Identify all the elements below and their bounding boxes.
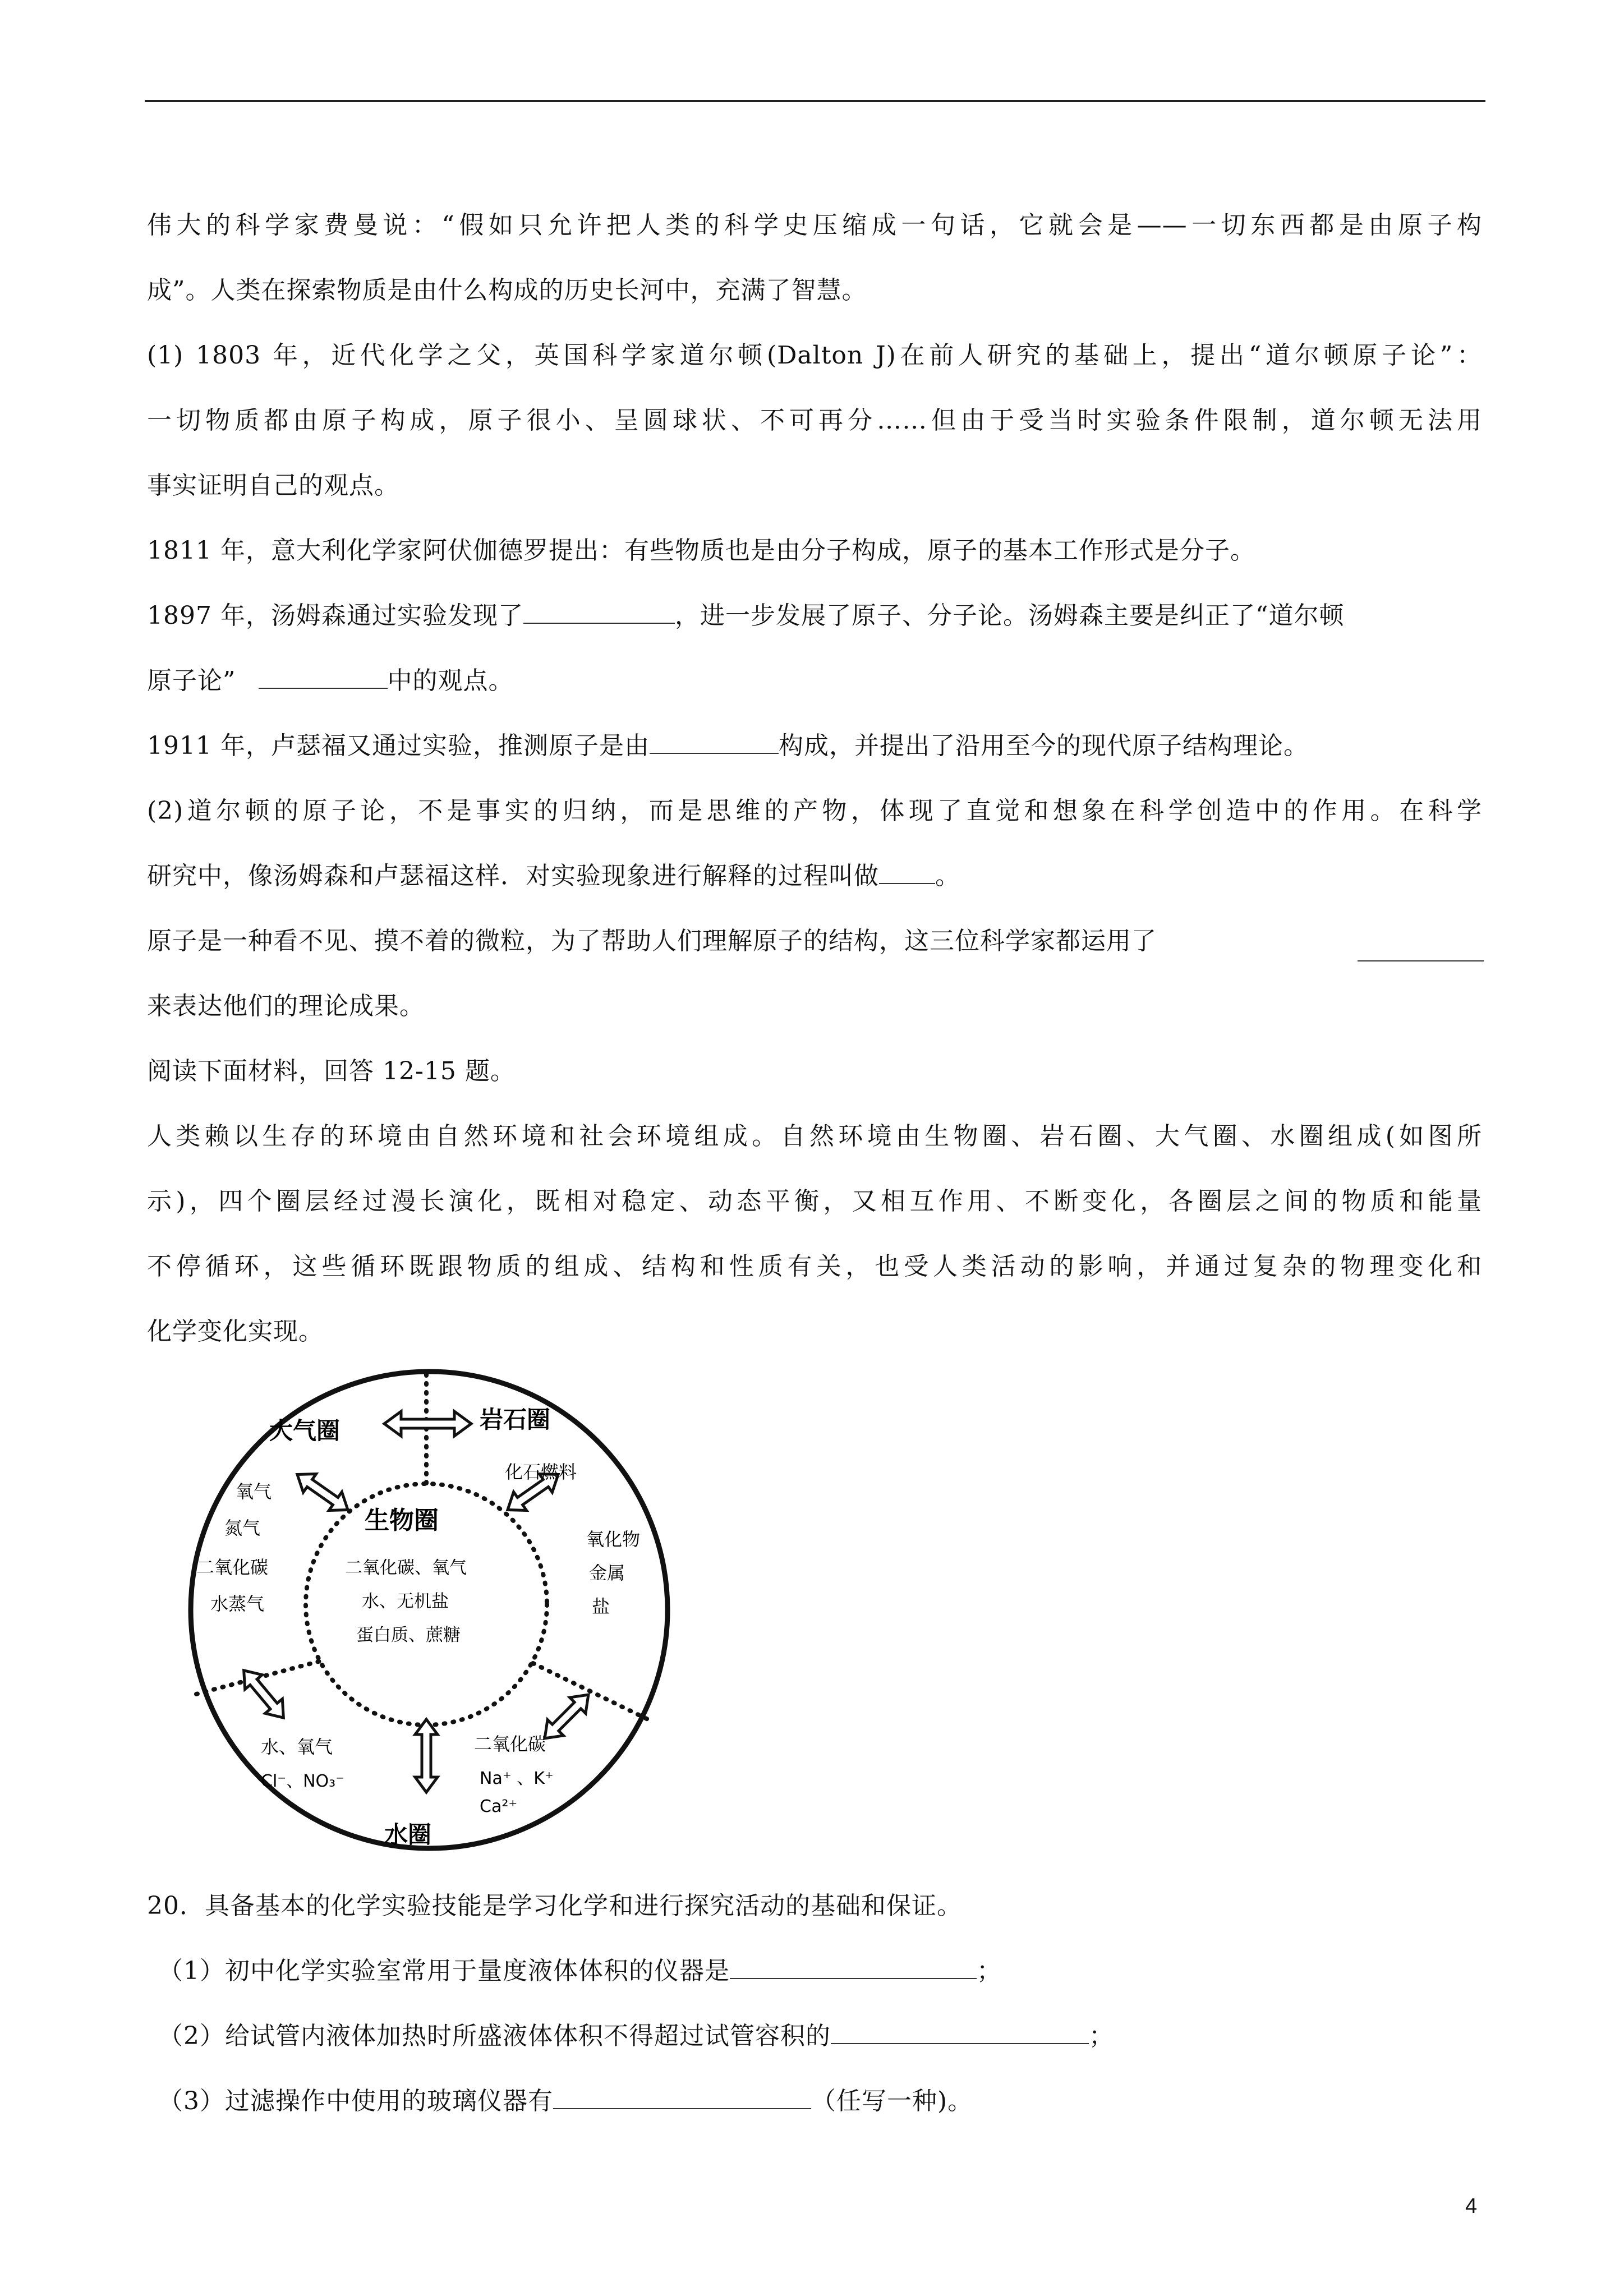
q1-line-5-end: ，进一步发展了原子、分子论。汤姆森主要是纠正了“道尔顿	[674, 601, 1345, 630]
reading-line-3: 不停循环，这些循环既跟物质的组成、结构和性质有关，也受人类活动的影响，并通过复杂的物理变化和	[147, 1252, 1482, 1281]
reading-intro: 阅读下面材料，回答 12-15 题。	[147, 1057, 516, 1085]
q20-item-2-text: （2）给试管内液体加热时所盛液体体积不得超过试管容积的	[158, 2022, 831, 2050]
hyd-left-2: Cl⁻、NO₃⁻	[261, 1772, 345, 1791]
q1-line-7-start: 1911 年，卢瑟福又通过实验，推测原子是由	[147, 731, 650, 760]
q20-item-3-end: （任写一种)。	[811, 2087, 973, 2115]
arrow-atmosphere-biosphere	[291, 1465, 354, 1519]
lith-item-salt: 盐	[592, 1596, 610, 1617]
q20-item-2-end: ；	[1089, 2022, 1114, 2050]
header-rule	[145, 100, 1485, 102]
q1-line-2: 一切物质都由原子构成，原子很小、呈圆球状、不可再分……但由于受当时实验条件限制，道尔顿无法用	[147, 406, 1482, 435]
q20-item-3-text: （3）过滤操作中使用的玻璃仪器有	[158, 2087, 553, 2115]
label-atmosphere: 大气圈	[269, 1417, 341, 1444]
answer-blank-electron[interactable]	[523, 598, 675, 624]
q20-item-3	[158, 2083, 973, 2119]
answer-blank-fraction[interactable]	[831, 2018, 1089, 2044]
q20-item-2	[158, 2018, 1114, 2054]
arrow-biosphere-hydrosphere	[415, 1719, 438, 1792]
intro-line-2: 成”。人类在探索物质是由什么构成的历史长河中，充满了智慧。	[147, 276, 867, 305]
answer-blank-process[interactable]	[879, 858, 935, 884]
answer-blank-dalton[interactable]	[259, 663, 388, 689]
atm-item-vapor: 水蒸气	[210, 1593, 265, 1614]
answer-blank-rutherford[interactable]	[650, 728, 779, 754]
atm-item-oxygen: 氧气	[236, 1481, 272, 1502]
q1-line-6-end: 中的观点。	[387, 666, 514, 695]
q20-title: 20．具备基本的化学实验技能是学习化学和进行探究活动的基础和保证。	[147, 1892, 962, 1920]
q1-line-4: 1811 年，意大利化学家阿伏伽德罗提出：有些物质也是由分子构成，原子的基本工作形式是分子。	[147, 536, 1255, 565]
answer-blank-instrument[interactable]	[730, 1953, 977, 1979]
divider-right	[533, 1663, 654, 1722]
hyd-left-1: 水、氧气	[261, 1736, 333, 1757]
q2-line-2-end: 。	[935, 862, 960, 890]
q1-line-6	[147, 663, 514, 699]
bio-item-2: 水、无机盐	[362, 1591, 449, 1612]
reading-line-1: 人类赖以生存的环境由自然环境和社会环境组成。自然环境由生物圈、岩石圈、大气圈、水圈组成(如图所	[147, 1122, 1482, 1151]
q2-line-1: (2)道尔顿的原子论，不是事实的归纳，而是思维的产物，体现了直觉和想象在科学创造中的作用。在科学	[147, 797, 1482, 825]
hyd-right-2: Na⁺ 、K⁺	[480, 1769, 554, 1788]
answer-blank-model[interactable]	[1358, 936, 1484, 961]
reading-line-2: 示)，四个圈层经过漫长演化，既相对稳定、动态平衡，又相互作用、不断变化，各圈层之间的物质和能量	[147, 1187, 1482, 1216]
reading-line-4: 化学变化实现。	[147, 1317, 324, 1346]
q1-line-5-start: 1897 年，汤姆森通过实验发现了	[147, 601, 523, 630]
earth-spheres-diagram	[163, 1358, 701, 1862]
q2-line-2	[147, 858, 960, 894]
hyd-right-3: Ca²⁺	[480, 1797, 518, 1816]
lith-item-fossil-fuel: 化石燃料	[505, 1461, 577, 1483]
q1-line-7	[147, 728, 1309, 764]
lith-item-oxide: 氧化物	[586, 1529, 641, 1550]
bio-item-1: 二氧化碳、氧气	[345, 1558, 467, 1578]
answer-blank-glassware[interactable]	[553, 2083, 811, 2109]
q1-line-3: 事实证明自己的观点。	[147, 471, 399, 500]
q20-item-1	[158, 1953, 1002, 1989]
label-lithosphere: 岩石圈	[480, 1406, 551, 1433]
q1-line-7-end: 构成，并提出了沿用至今的现代原子结构理论。	[778, 731, 1309, 760]
label-hydrosphere: 水圈	[384, 1821, 432, 1848]
atm-item-nitrogen: 氮气	[224, 1517, 261, 1539]
q2-line-3: 原子是一种看不见、摸不着的微粒，为了帮助人们理解原子的结构，这三位科学家都运用了	[147, 927, 1157, 955]
intro-line-1: 伟大的科学家费曼说：“假如只允许把人类的科学史压缩成一句话，它就会是——一切东西都是由原子构	[147, 211, 1482, 240]
q1-line-6-start: 原子论”	[147, 666, 236, 695]
q20-item-1-text: （1）初中化学实验室常用于量度液体体积的仪器是	[158, 1957, 730, 1985]
lith-item-metal: 金属	[589, 1562, 625, 1584]
arrow-atmosphere-lithosphere	[384, 1411, 471, 1436]
q1-line-1: (1) 1803 年，近代化学之父，英国科学家道尔顿(Dalton J)在前人研究的基础上，提出“道尔顿原子论”：	[147, 341, 1482, 370]
hyd-right-1: 二氧化碳	[474, 1733, 546, 1755]
bio-item-3: 蛋白质、蔗糖	[356, 1625, 461, 1645]
q2-line-4: 来表达他们的理论成果。	[147, 992, 425, 1020]
q1-line-5	[147, 598, 1344, 634]
atm-item-co2: 二氧化碳	[196, 1557, 269, 1578]
q20-item-1-end: ；	[977, 1957, 1002, 1985]
label-biosphere: 生物圈	[365, 1506, 439, 1535]
q2-line-2-start: 研究中，像汤姆森和卢瑟福这样．对实验现象进行解释的过程叫做	[147, 862, 879, 890]
page-number: 4	[1465, 2194, 1478, 2218]
